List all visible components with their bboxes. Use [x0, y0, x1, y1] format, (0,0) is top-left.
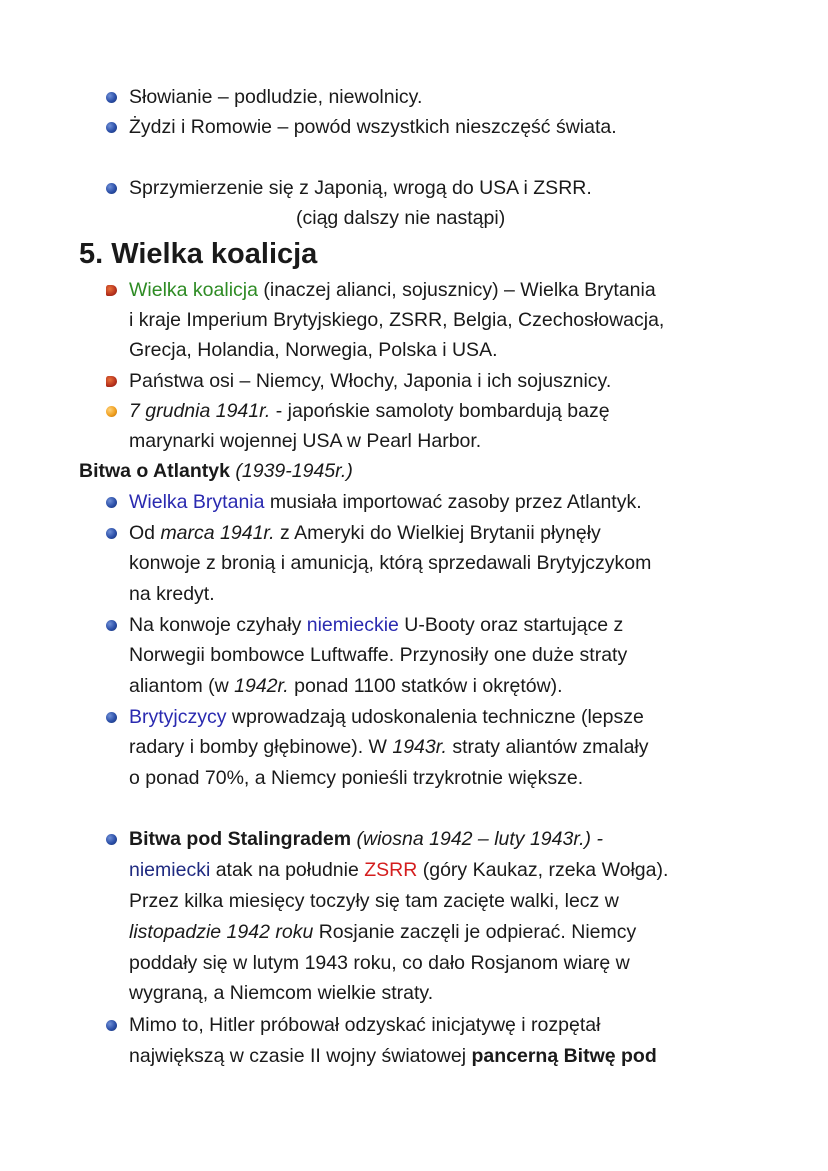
- bullet-icon: [106, 92, 117, 103]
- subsection-heading: [79, 456, 353, 486]
- bullet-text: [129, 275, 656, 305]
- note-text: (ciąg dalszy nie nastąpi): [296, 207, 506, 229]
- bullet-text: [129, 610, 623, 640]
- term-highlight: Wielka Brytania: [129, 491, 265, 513]
- text-span: atak na południe: [210, 859, 365, 881]
- bullet-text-cont: marynarki wojennej USA w Pearl Harbor.: [129, 430, 482, 452]
- date-text: listopadzie 1942 roku: [129, 921, 314, 943]
- bullet-text: Sprzymierzenie się z Japonią, wrogą do USA i ZSRR.: [129, 177, 592, 199]
- bullet-text: Mimo to, Hitler próbował odzyskać inicjatywę i rozpętał: [129, 1014, 601, 1036]
- date-text: 1943r.: [392, 736, 447, 758]
- bullet-text-cont: na kredyt.: [129, 583, 215, 605]
- text-span: aliantom (w: [129, 675, 235, 697]
- bullet-text-cont: i kraje Imperium Brytyjskiego, ZSRR, Belgia, Czechosłowacja,: [129, 309, 665, 331]
- bullet-text-cont: Norwegii bombowce Luftwaffe. Przynosiły one duże straty: [129, 644, 628, 666]
- text-span: największą w czasie II wojny światowej: [129, 1045, 472, 1067]
- term-highlight: Wielka koalicja: [129, 279, 258, 301]
- text-span: (góry Kaukaz, rzeka Wołga).: [417, 859, 669, 881]
- text-span: Od: [129, 522, 161, 544]
- bullet-text: [129, 824, 603, 854]
- text-span: Na konwoje czyhały: [129, 614, 307, 636]
- date-text: 1942r.: [234, 675, 289, 697]
- subsection-title: Bitwa o Atlantyk: [79, 460, 230, 482]
- term-highlight: niemiecki: [129, 859, 211, 881]
- date-text: 7 grudnia 1941r.: [129, 400, 271, 422]
- bullet-icon: [106, 406, 117, 417]
- bullet-text-cont: o ponad 70%, a Niemcy ponieśli trzykrotnie większe.: [129, 767, 584, 789]
- section-heading: 5. Wielka koalicja: [79, 238, 318, 270]
- bullet-icon: [106, 285, 117, 296]
- text-span: wprowadzają udoskonalenia techniczne (lepsze: [226, 706, 644, 728]
- text-span: - japońskie samoloty bombardują bazę: [270, 400, 610, 422]
- bullet-text-cont: [129, 917, 636, 947]
- term-highlight: ZSRR: [364, 859, 418, 881]
- bullet-icon: [106, 712, 117, 723]
- bullet-text: Państwa osi – Niemcy, Włochy, Japonia i ich sojusznicy.: [129, 370, 612, 392]
- battle-title: Bitwa pod Stalingradem: [129, 828, 352, 850]
- term-highlight: niemieckie: [306, 614, 399, 636]
- subsection-dates: (1939-1945r.): [229, 460, 353, 482]
- bullet-text: Żydzi i Romowie – powód wszystkich nieszczęść świata.: [129, 116, 617, 138]
- bold-text: pancerną Bitwę pod: [471, 1045, 657, 1067]
- text-span: musiała importować zasoby przez Atlantyk.: [264, 491, 642, 513]
- bullet-text: Słowianie – podludzie, niewolnicy.: [129, 86, 423, 108]
- text-span: radary i bomby głębinowe). W: [129, 736, 393, 758]
- bullet-text-cont: [129, 855, 668, 885]
- text-span: ponad 1100 statków i okrętów).: [288, 675, 563, 697]
- term-highlight: Brytyjczycy: [129, 706, 227, 728]
- text-span: straty aliantów zmalały: [446, 736, 649, 758]
- bullet-icon: [106, 122, 117, 133]
- bullet-icon: [106, 183, 117, 194]
- bullet-text-cont: Grecja, Holandia, Norwegia, Polska i USA.: [129, 339, 498, 361]
- bullet-text: [129, 396, 610, 426]
- bullet-text-cont: [129, 732, 649, 762]
- date-text: marca 1941r.: [160, 522, 275, 544]
- bullet-text-cont: poddały się w lutym 1943 roku, co dało Rosjanom wiarę w: [129, 952, 630, 974]
- bullet-text-cont: wygraną, a Niemcom wielkie straty.: [129, 982, 434, 1004]
- text-span: Rosjanie zaczęli je odpierać. Niemcy: [313, 921, 637, 943]
- bullet-text-cont: konwoje z bronią i amunicją, którą sprzedawali Brytyjczykom: [129, 552, 652, 574]
- bullet-text-cont: [129, 671, 563, 701]
- text-span: (inaczej alianci, sojusznicy) – Wielka Brytania: [257, 279, 656, 301]
- bullet-text-cont: [129, 1041, 657, 1071]
- bullet-icon: [106, 497, 117, 508]
- date-text: (wiosna 1942 – luty 1943r.) -: [351, 828, 603, 850]
- text-span: U-Booty oraz startujące z: [398, 614, 624, 636]
- bullet-text: [129, 487, 642, 517]
- bullet-text: [129, 518, 601, 548]
- bullet-icon: [106, 1020, 117, 1031]
- bullet-icon: [106, 376, 117, 387]
- bullet-text-cont: Przez kilka miesięcy toczyły się tam zacięte walki, lecz w: [129, 890, 619, 912]
- bullet-icon: [106, 834, 117, 845]
- text-span: z Ameryki do Wielkiej Brytanii płynęły: [274, 522, 601, 544]
- bullet-icon: [106, 620, 117, 631]
- bullet-text: [129, 702, 644, 732]
- bullet-icon: [106, 528, 117, 539]
